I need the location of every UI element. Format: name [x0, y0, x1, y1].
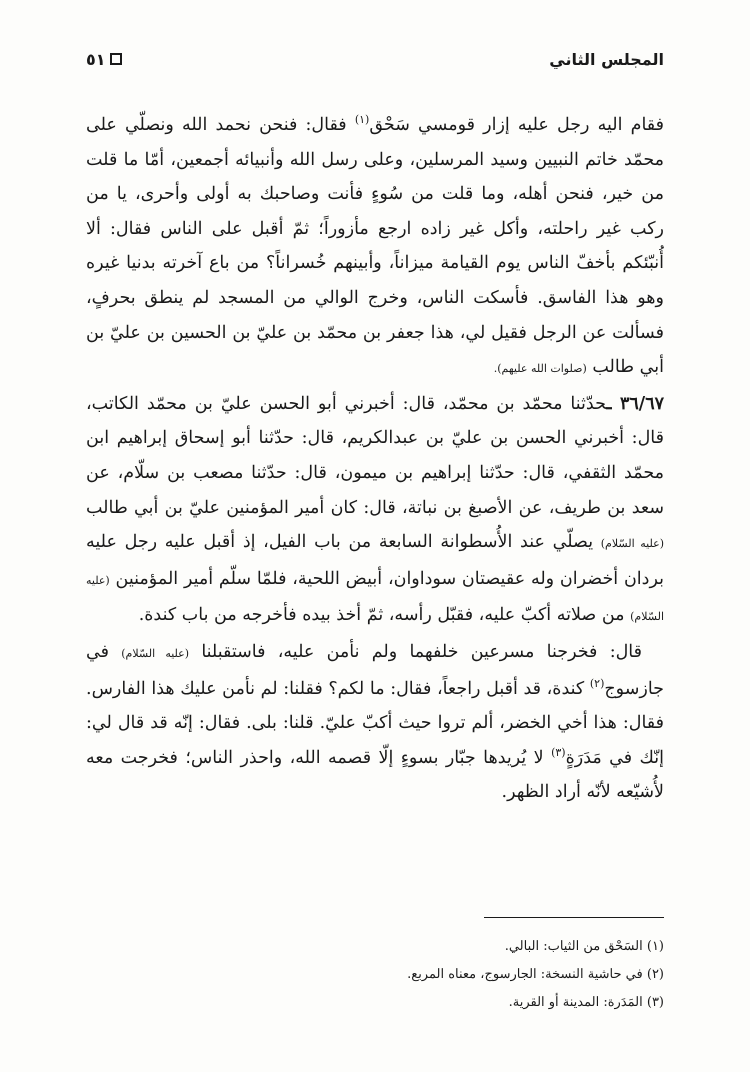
main-text	[86, 108, 664, 810]
page-number-value: ٥١	[86, 49, 106, 69]
footnote-ref-3: (٣)	[551, 745, 566, 759]
running-header	[86, 44, 664, 74]
footnote-2: (٢) في حاشية النسخة: الجارسوج، معناه المربع.	[407, 967, 664, 982]
page-number	[86, 50, 122, 69]
footnote-1: (١) السَحْق من الثياب: البالي.	[504, 939, 664, 954]
paragraph-2	[86, 387, 664, 635]
page-marker-icon	[110, 53, 122, 65]
footnote-ref-1: (١)	[354, 113, 370, 127]
footnote-3: (٣) المَدَرة: المدينة أو القرية.	[508, 995, 664, 1010]
paragraph-2-text: حدّثنا محمّد بن محمّد، قال: أخبرني أبو الحسن عليّ بن محمّد الكاتب، قال: أخبرني الحسن بن عليّ بن عبدالكريم، قال: حدّثنا أبو إسحاق إبراهيم ابن محمّد الثقفي، قال: حدّثنا إبراهيم بن ميمون، قال: حدّثنا مصعب بن سلّام، عن سعد بن طريف، عن الأصبغ بن نباتة، قال: كان أمير المؤمنين عليّ بن أبي طالب	[86, 393, 664, 518]
chapter-title: المجلس الثاني	[549, 49, 664, 69]
paragraph-3-text-b: كندة، قد أقبل راجعاً، فقال: ما لكم؟ فقلنا: لم نأمن عليك هذا الفارس. فقال: هذا أخي الخضر، ألم تروا حيث أكبّ عليّ. قلنا: بلى. فقال: إنّه قد قال لي: إنّك في مَدَرَةٍ	[86, 678, 664, 768]
footnote-separator	[484, 917, 664, 918]
paragraph-2-text-mid: يصلّي عند الأُسطوانة السابعة من باب الفيل، إذ أقبل عليه رجل عليه بردان أخضران وله عقيصتان سوداوان، أبيض اللحية، فلمّا سلّم أمير المؤمنين	[86, 532, 664, 589]
paragraph-3-text-c: لا يُريدها جبّار بسوءٍ إلّا قصمه الله، واحذر الناس؛ فخرجت معه لأُشيّعه لأنّه أراد الظهر.	[86, 747, 664, 803]
paragraph-1	[86, 108, 664, 387]
paragraph-1-text-rest: فقال: فنحن نحمد الله ونصلّي على محمّد خاتم النبيين وسيد المرسلين، وعلى رسل الله وأنبيائه أجمعين، أمّا ما قلت من خير، فنحن أهله، وما قلت من سُوءٍ فأنت وصاحبك به أولى وأحرى، يا من ركب غير راحلته، وأكل غير زاده ارجع مأزوراً؛ ثمّ أقبل على الناس فقال: ألا أُنبّئكم بأخفّ الناس يوم القيامة ميزاناً، وأبينهم خُسراناً؟ من باع آخرته بدنيا غيره وهو هذا الفاسق. فأسكت الناس، وخرج الوالي من المسجد لم ينطق بحرفٍ، فسألت عن الرجل فقيل لي، هذا جعفر بن محمّد بن عليّ بن الحسين بن عليّ بن أبي طالب	[86, 115, 664, 378]
paragraph-1-text: فقام اليه رجل عليه إزار قومسي سَحْق	[369, 115, 664, 135]
paragraph-3-text: قال: فخرجنا مسرعين خلفهما ولم نأمن عليه، فاستقبلنا	[189, 641, 643, 662]
honorific-note: (عليه السّلام)	[121, 646, 190, 660]
footnote-ref-2: (٢)	[589, 676, 605, 690]
hadith-number: ٣٦/٦٧ ـ	[606, 393, 664, 414]
paragraph-3-text-a: في جازسوج	[86, 641, 664, 699]
honorific-note: (عليه السّلام)	[86, 573, 664, 624]
paragraph-2-text-end: من صلاته أكبّ عليه، فقبّل رأسه، ثمّ أخذ بيده فأخرجه من باب كندة.	[138, 605, 631, 626]
paragraph-3	[86, 635, 664, 810]
honorific-note: (عليه السّلام)	[600, 537, 664, 551]
honorific-note: (صلوات الله عليهم).	[493, 362, 587, 376]
footnotes	[86, 933, 664, 1017]
